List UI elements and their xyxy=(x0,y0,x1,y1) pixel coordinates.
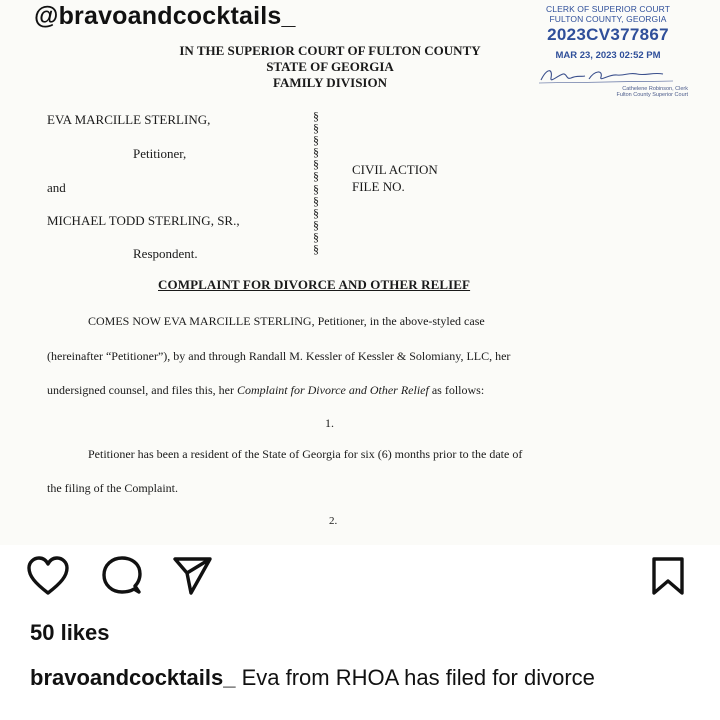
section-marks-column: § § § § § § § § § § § § xyxy=(313,109,319,257)
file-no-label: FILE NO. xyxy=(352,179,405,194)
paragraph-line: the filing of the Complaint. xyxy=(47,481,178,495)
post-caption xyxy=(30,664,690,691)
paragraph-line: (hereinafter “Petitioner”), by and through Randall M. Kessler of Kessler & Solomiany, LLC, her xyxy=(47,349,511,363)
paragraph-line xyxy=(47,383,484,398)
clerk-signature xyxy=(533,64,683,86)
paragraph-text: undersigned counsel, and files this, her xyxy=(47,383,237,397)
paragraph-number: 2. xyxy=(329,515,338,527)
and-text: and xyxy=(47,180,66,195)
heart-icon[interactable] xyxy=(25,555,71,597)
like-count[interactable]: 50 likes xyxy=(30,620,110,645)
bookmark-icon[interactable] xyxy=(648,555,688,597)
civil-action-label: CIVIL ACTION xyxy=(352,162,438,177)
overlay-handle: @bravoandcocktails_ xyxy=(34,2,296,30)
caption-username[interactable]: bravoandcocktails_ xyxy=(30,665,236,690)
petitioner-role: Petitioner, xyxy=(133,146,187,161)
stamp-clerk-line: CLERK OF SUPERIOR COURT xyxy=(546,4,670,14)
court-filing-stamp xyxy=(522,4,694,98)
stamp-county-line: FULTON COUNTY, GEORGIA xyxy=(549,14,667,24)
court-heading: IN THE SUPERIOR COURT OF FULTON COUNTY xyxy=(179,43,481,58)
stamp-date: MAR 23, 2023 02:52 PM xyxy=(555,50,661,61)
paragraph-number: 1. xyxy=(325,416,334,430)
paragraph-text: as follows: xyxy=(428,383,485,397)
post-action-bar xyxy=(0,555,720,599)
petitioner-name: EVA MARCILLE STERLING, xyxy=(47,112,211,127)
stamp-case-number: 2023CV377867 xyxy=(547,25,669,44)
court-division: FAMILY DIVISION xyxy=(272,75,387,90)
court-state: STATE OF GEORGIA xyxy=(266,59,394,74)
stamp-signer-court: Fulton County Superior Court xyxy=(616,92,688,98)
paragraph-line: COMES NOW EVA MARCILLE STERLING, Petitioner, in the above-styled case xyxy=(88,314,485,328)
share-icon[interactable] xyxy=(170,555,214,597)
respondent-name: MICHAEL TODD STERLING, SR., xyxy=(47,213,240,228)
paragraph-line: Petitioner has been a resident of the State of Georgia for six (6) months prior to the date of xyxy=(88,447,523,461)
paragraph-italic-title: Complaint for Divorce and Other Relief xyxy=(236,383,429,397)
caption-text: Eva from RHOA has filed for divorce xyxy=(241,665,595,690)
complaint-title: COMPLAINT FOR DIVORCE AND OTHER RELIEF xyxy=(158,277,471,292)
respondent-role: Respondent. xyxy=(133,246,198,261)
comment-icon[interactable] xyxy=(100,555,144,597)
stamp-signer-name: Cathelene Robinson, Clerk xyxy=(622,86,688,92)
